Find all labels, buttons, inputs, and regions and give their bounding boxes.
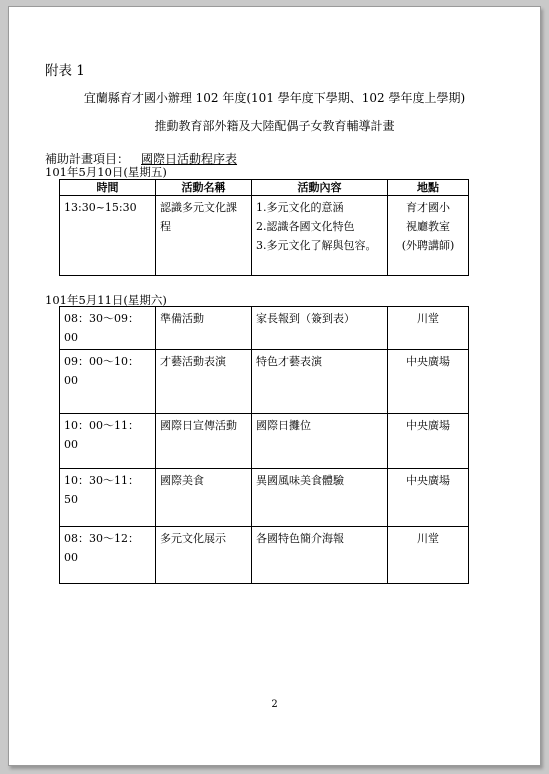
cell-location: 川堂 <box>388 307 469 350</box>
cell-content: 各國特色簡介海報 <box>252 527 388 584</box>
table-row <box>60 469 469 527</box>
table-header-row <box>60 180 469 196</box>
document-page <box>8 6 541 766</box>
cell-name: 才藝活動表演 <box>156 350 252 414</box>
content-line: 3.多元文化了解與包容。 <box>256 239 377 252</box>
cell-time: 09：00～10：00 <box>60 350 156 414</box>
cell-name: 認識多元文化課程 <box>156 196 252 276</box>
cell-time: 10：00～11：00 <box>60 414 156 469</box>
table-row <box>60 350 469 414</box>
cell-name: 多元文化展示 <box>156 527 252 584</box>
cell-content: 國際日攤位 <box>252 414 388 469</box>
cell-content: 家長報到（簽到表） <box>252 307 388 350</box>
cell-location: 中央廣場 <box>388 469 469 527</box>
day2-schedule-table <box>59 306 469 584</box>
table-row <box>60 196 469 276</box>
day1-schedule-table <box>59 179 469 276</box>
document-title: 宜蘭縣育才國小辦理 102 年度(101 學年度下學期、102 學年度上學期) <box>83 91 466 105</box>
cell-content: 特色才藝表演 <box>252 350 388 414</box>
cell-location: 中央廣場 <box>388 414 469 469</box>
cell-content <box>252 196 388 276</box>
content-line: 2.認識各國文化特色 <box>256 220 355 233</box>
cell-name: 國際美食 <box>156 469 252 527</box>
header-time: 時間 <box>60 180 156 196</box>
cell-name: 準備活動 <box>156 307 252 350</box>
location-line: 視廳教室 <box>406 220 450 233</box>
header-activity-content: 活動內容 <box>252 180 388 196</box>
table-row <box>60 414 469 469</box>
cell-time: 13:30~15:30 <box>60 196 156 276</box>
project-name: 國際日活動程序表 <box>141 152 238 166</box>
page-number: 2 <box>271 699 278 710</box>
cell-content: 異國風味美食體驗 <box>252 469 388 527</box>
cell-name: 國際日宣傳活動 <box>156 414 252 469</box>
location-line: 育才國小 <box>406 201 450 214</box>
header-location: 地點 <box>388 180 469 196</box>
day2-date: 101年5月11日(星期六) <box>45 293 167 307</box>
header-activity-name: 活動名稱 <box>156 180 252 196</box>
cell-location: 中央廣場 <box>388 350 469 414</box>
attachment-label: 附表 1 <box>45 63 85 79</box>
project-label: 補助計畫項目： <box>45 152 130 166</box>
table-row <box>60 527 469 584</box>
cell-time: 08：30～12：00 <box>60 527 156 584</box>
cell-location: 川堂 <box>388 527 469 584</box>
table-row <box>60 307 469 350</box>
document-subtitle: 推動教育部外籍及大陸配偶子女教育輔導計畫 <box>154 119 395 133</box>
content-line: 1.多元文化的意涵 <box>256 201 344 214</box>
location-line: (外聘講師) <box>401 239 455 252</box>
cell-time: 08：30～09：00 <box>60 307 156 350</box>
cell-location <box>388 196 469 276</box>
day1-date: 101年5月10日(星期五) <box>45 165 167 179</box>
cell-time: 10：30～11：50 <box>60 469 156 527</box>
